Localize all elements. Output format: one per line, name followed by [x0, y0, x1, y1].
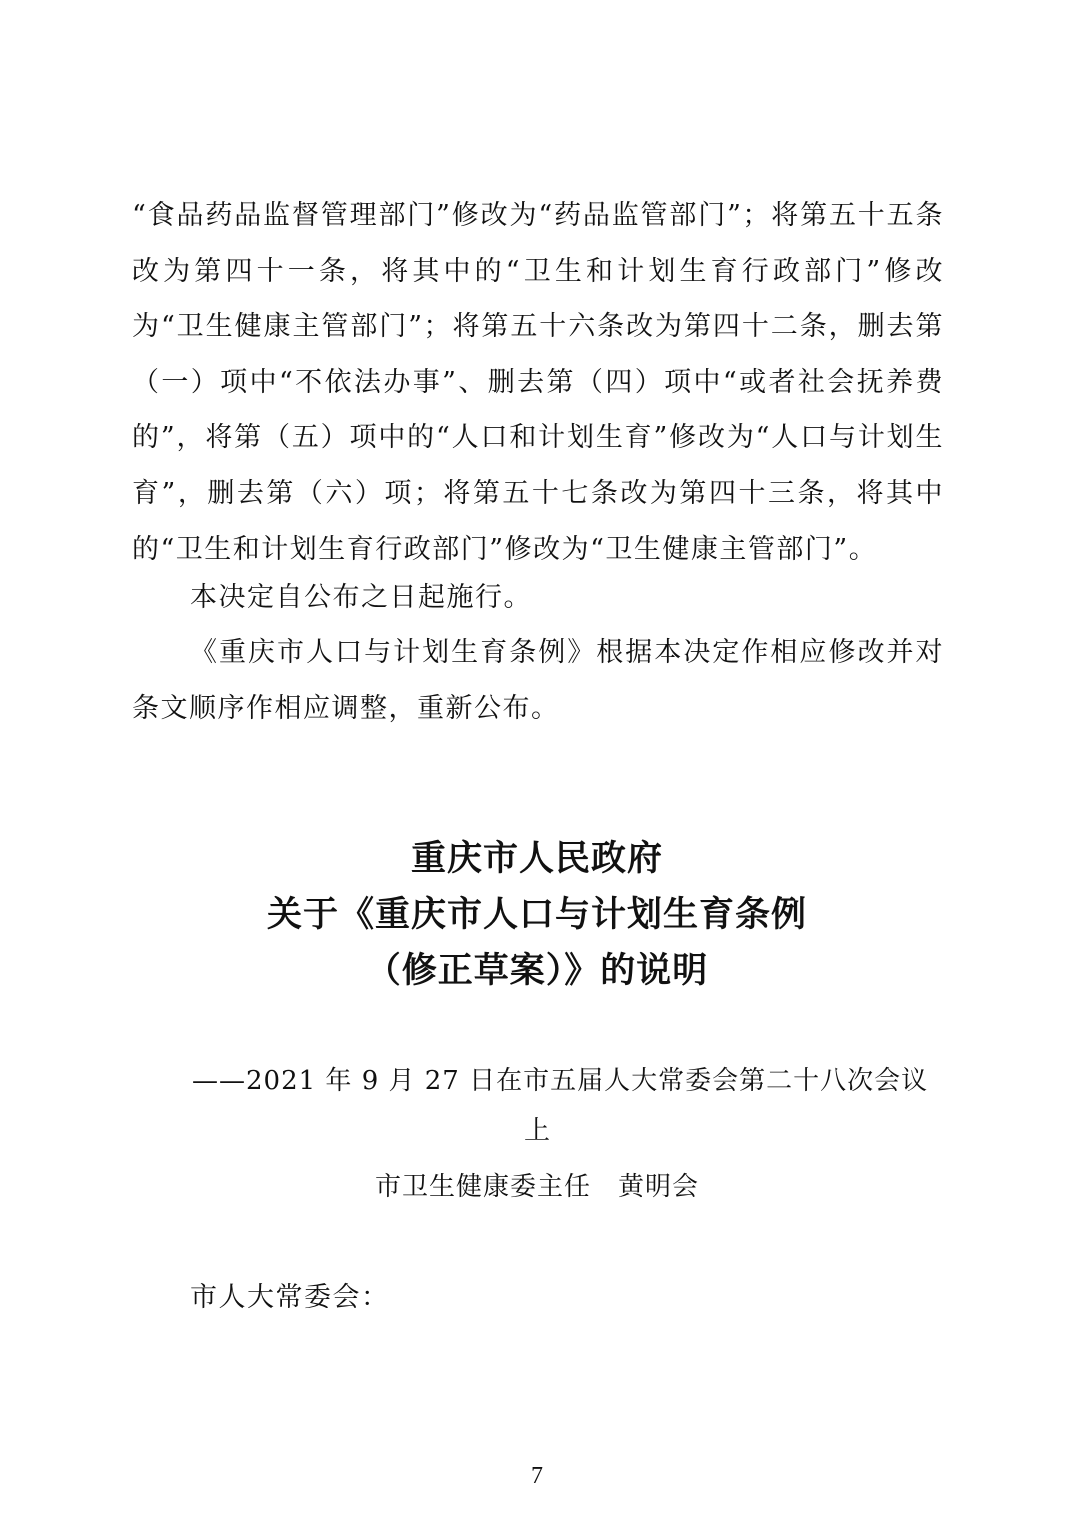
title-line-1: 重庆市人民政府 [410, 839, 663, 879]
subtitle-line-1: ——2021 年 9 月 27 日在市五届人大常委会第二十八次会议 [192, 1066, 929, 1096]
page-number: 7 [531, 1463, 543, 1489]
body-paragraph-amendments: “食品药品监督管理部门”修改为“药品监管部门”；将第五十五条改为第四十一条，将其中的“卫生和计划生育行政部门”修改为“卫生健康主管部门”；将第五十六条改为第四十二条，删去第（一）项中“不依法办事”、删去第（四）项中“或者社会抚养费的”，将第（五）项中的“人口和计划生育”修改为“人口与计划生育”，删去第（六）项；将第五十七条改为第四十三条，将其中的“卫生和计划生育行政部门”修改为“卫生健康主管部门”。 [132, 200, 944, 565]
title-line-3: （修正草案）》的说明 [365, 951, 709, 991]
body-paragraph-republication: 《重庆市人口与计划生育条例》根据本决定作相应修改并对条文顺序作相应调整，重新公布。 [132, 637, 944, 724]
subtitle-line-2: 上 [524, 1116, 552, 1146]
title-line-2: 关于《重庆市人口与计划生育条例 [266, 895, 807, 935]
body-paragraph-effective-date: 本决定自公布之日起施行。 [190, 582, 532, 613]
author-line: 市卫生健康委主任 黄明会 [374, 1172, 699, 1202]
salutation: 市人大常委会： [190, 1282, 390, 1313]
